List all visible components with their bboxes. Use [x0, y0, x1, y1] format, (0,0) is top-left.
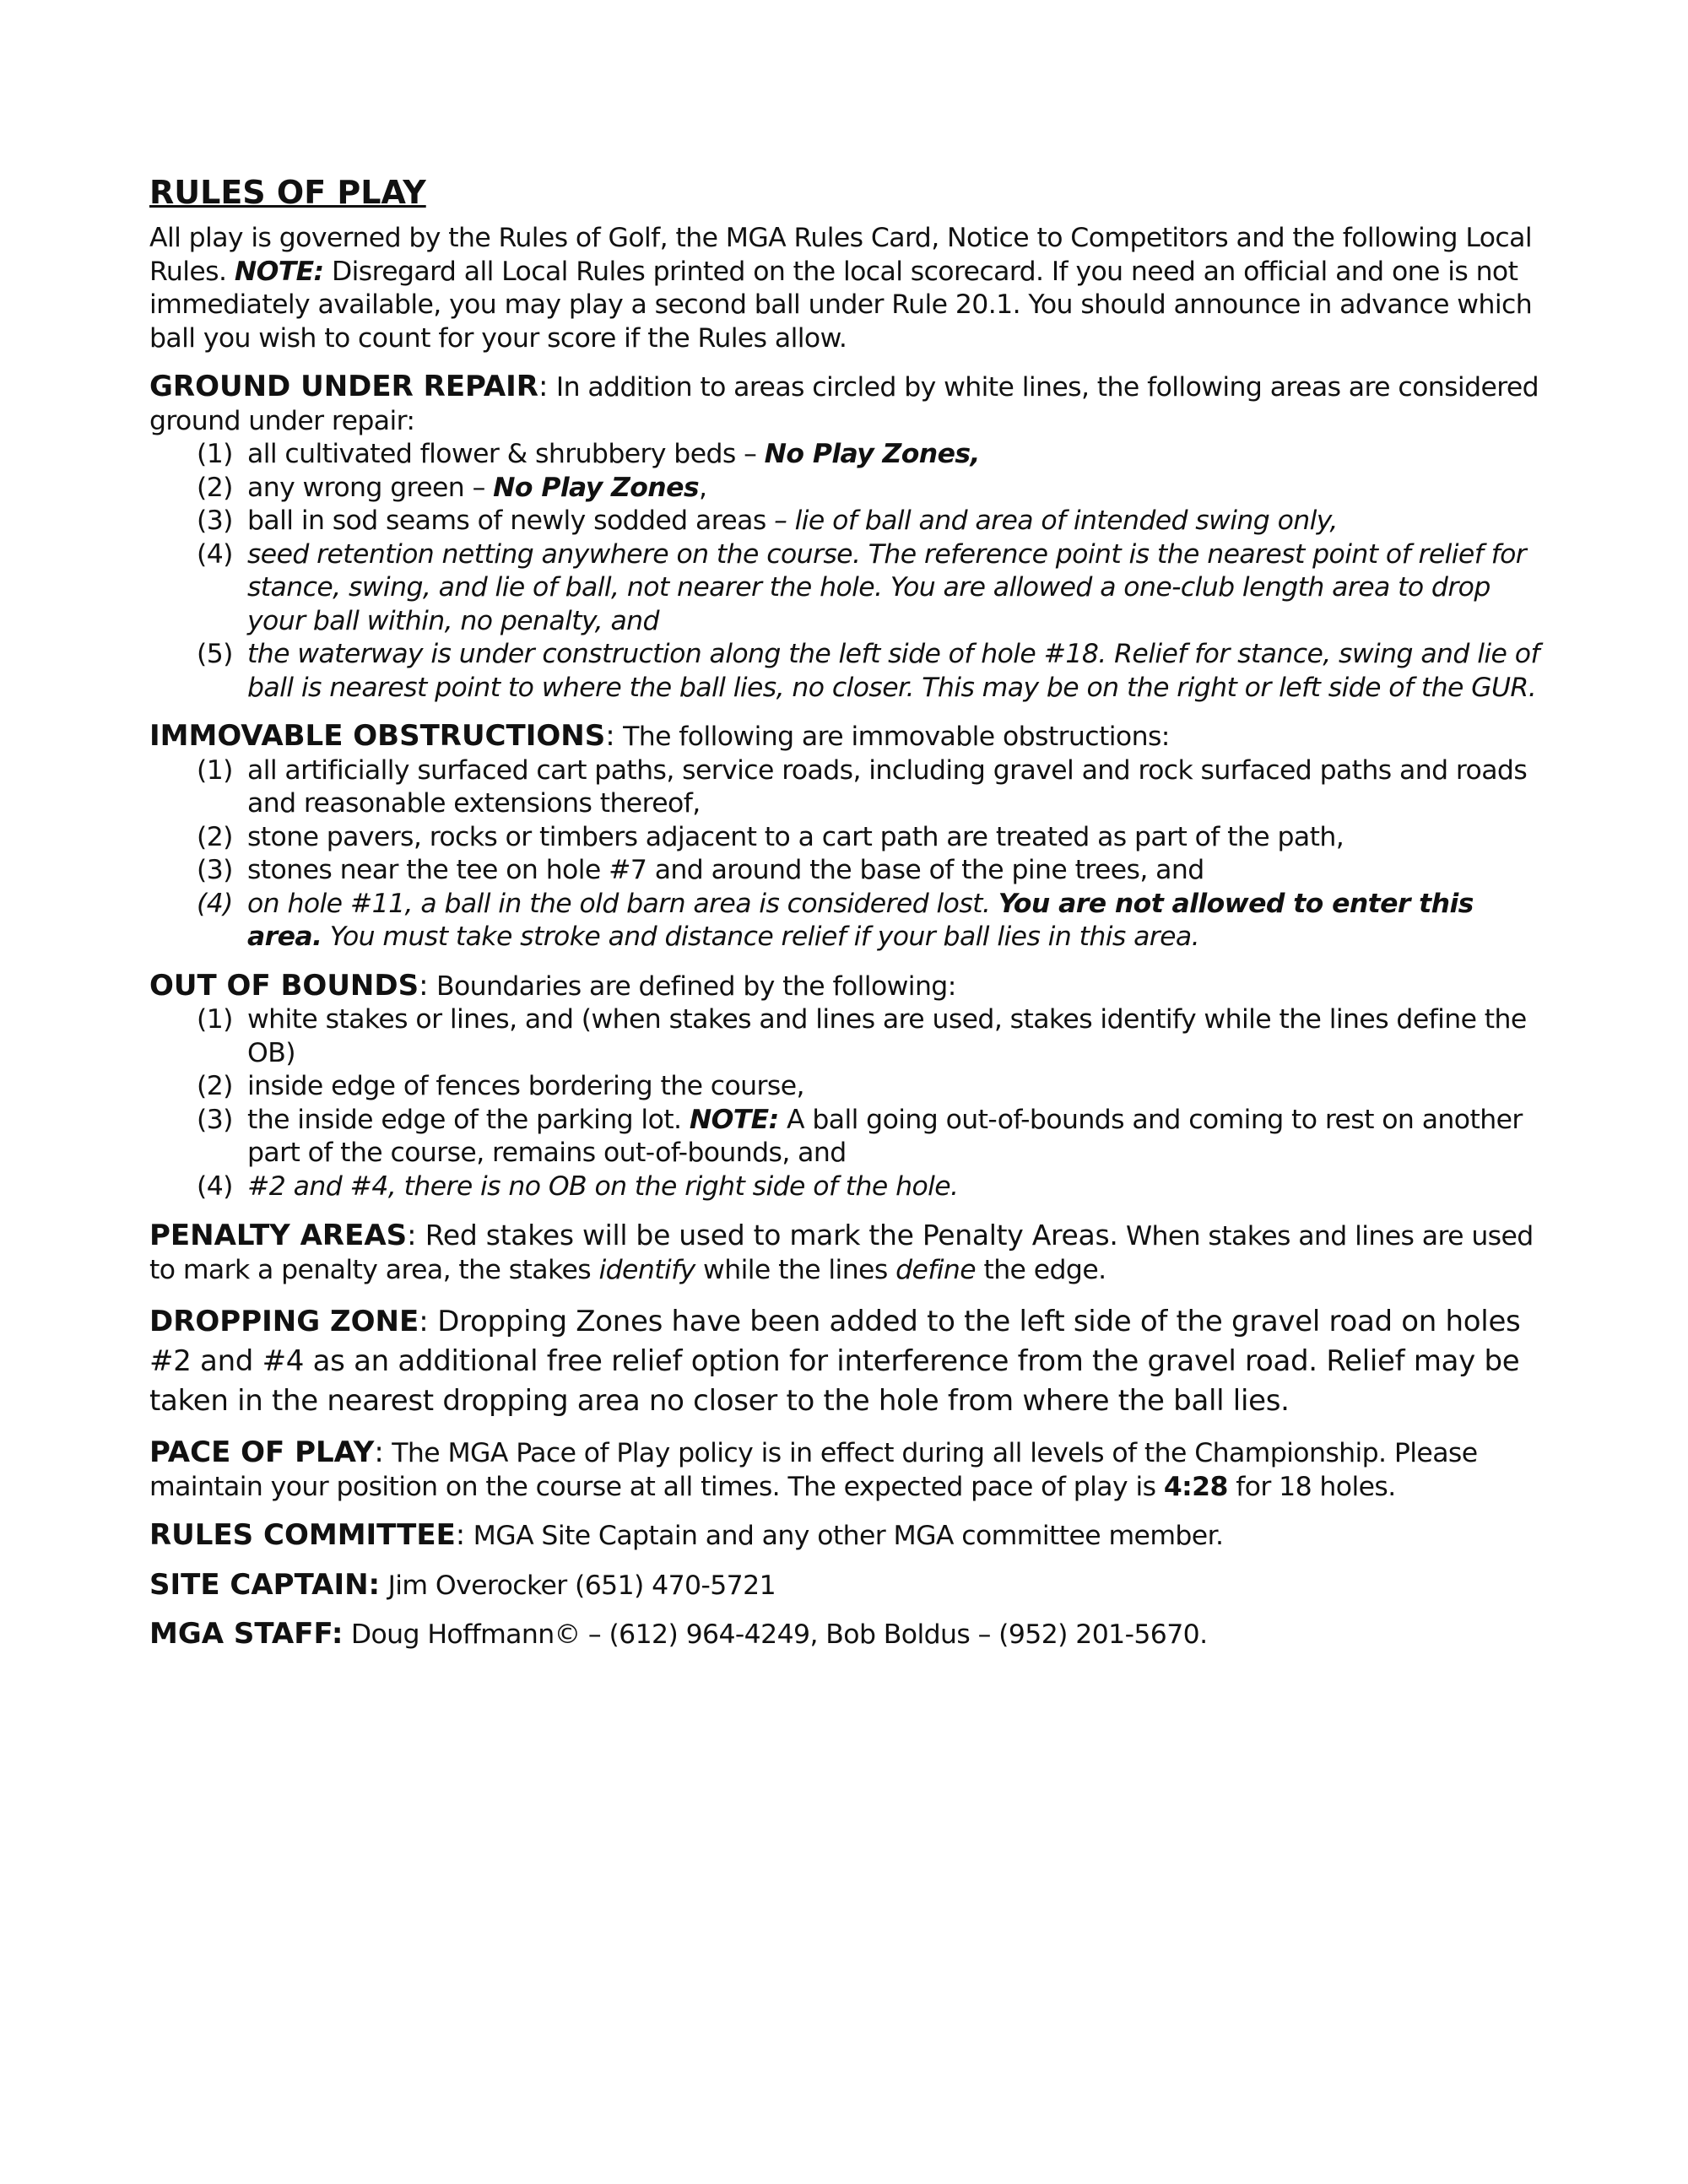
oob-heading: OUT OF BOUNDS	[149, 968, 419, 1003]
item-number: (1)	[197, 439, 233, 469]
intro-note-label: NOTE:	[234, 256, 324, 287]
item-text: white stakes or lines, and (when stakes and lines are used, stakes identify while the lines define the OB)	[247, 1004, 1527, 1068]
pace-text-2: for 18 holes.	[1227, 1471, 1396, 1502]
list-item	[149, 438, 1550, 472]
list-item	[149, 821, 1550, 855]
item-text: all artificially surfaced cart paths, service roads, including gravel and rock surfaced paths and roads and reasonable extensions thereof,	[247, 754, 1528, 819]
gur-heading: GROUND UNDER REPAIR	[149, 370, 538, 403]
intro-text: All play is governed by the Rules of Golf, the MGA Rules Card, Notice to Competitors and the following Local Rules.	[149, 223, 1532, 287]
item-number: (3)	[197, 855, 233, 885]
captain-text: Jim Overocker (651) 470-5721	[380, 1570, 776, 1601]
item-text: inside edge of fences bordering the course,	[247, 1071, 804, 1101]
rules-document	[149, 173, 1550, 1668]
item-number: (3)	[197, 505, 233, 536]
item-text: stone pavers, rocks or timbers adjacent to a cart path are treated as part of the path,	[247, 821, 1344, 852]
immovable-colon: :	[605, 719, 615, 753]
pace-section	[149, 1436, 1550, 1504]
item-number: (3)	[197, 1104, 233, 1135]
list-item	[149, 1070, 1550, 1104]
item-plain-text: any wrong green –	[247, 472, 494, 503]
list-item	[149, 1104, 1550, 1170]
item-number: (1)	[197, 754, 233, 786]
item-plain-text: the inside edge of the parking lot.	[247, 1104, 690, 1135]
item-emphasis: You are not allowed to enter this area.	[247, 888, 1474, 952]
penalty-text-3: the edge.	[976, 1254, 1106, 1285]
item-plain-text: A ball going out-of-bounds and coming to rest on another part of the course, remains out-of-bounds, and	[247, 1104, 1523, 1168]
intro-text-2: Disregard all Local Rules printed on the local scorecard. If you need an official and one is not immediately available, you may play a second ball under Rule 20.1. You should announce in advance which ball you wish to count for your score if the Rules allow.	[149, 256, 1533, 354]
list-item	[149, 854, 1550, 888]
item-italic-text: the waterway is under construction along the left side of hole #18. Relief for stance, swing and lie of ball is nearest point to where the ball lies, no closer. This may be on the right or left side of the GUR.	[247, 639, 1539, 703]
item-note-label: NOTE:	[689, 1104, 779, 1135]
pace-colon: :	[374, 1435, 384, 1469]
list-item	[149, 1003, 1550, 1070]
item-number: (4)	[197, 1170, 233, 1202]
gur-intro	[149, 370, 1550, 438]
item-emphasis: No Play Zones	[493, 472, 700, 503]
pace-time: 4:28	[1163, 1471, 1228, 1502]
item-italic-text: – lie of ball and area of intended swing only,	[774, 505, 1338, 536]
immovable-intro	[149, 720, 1550, 754]
oob-list	[149, 1003, 1550, 1203]
committee-section	[149, 1519, 1550, 1554]
item-text	[247, 888, 1550, 954]
pace-text: The MGA Pace of Play policy is in effect during all levels of the Championship. Please maintain your position on the course at all times. The expected pace of play is	[149, 1438, 1478, 1502]
item-text	[247, 438, 1550, 472]
committee-heading: RULES COMMITTEE	[149, 1518, 456, 1552]
penalty-text-2: while the lines	[695, 1254, 896, 1285]
item-italic-text: on hole #11, a ball in the old barn area is considered lost.	[247, 888, 998, 919]
gur-list	[149, 438, 1550, 705]
list-item	[149, 538, 1550, 639]
item-plain-text: ball in sod seams of newly sodded areas	[247, 505, 775, 536]
list-item	[149, 888, 1550, 954]
item-number: (4)	[197, 538, 233, 570]
penalty-identify: identify	[598, 1254, 695, 1285]
oob-colon: :	[419, 968, 429, 1003]
immovable-section	[149, 720, 1550, 954]
immovable-list	[149, 754, 1550, 954]
item-italic-text: You must take stroke and distance relief if your ball lies in this area.	[322, 922, 1200, 952]
item-tail: ,	[699, 472, 707, 503]
staff-heading: MGA STAFF:	[149, 1617, 344, 1651]
item-number: (2)	[197, 821, 233, 852]
oob-intro	[149, 970, 1550, 1004]
penalty-define: define	[895, 1254, 977, 1285]
penalty-heading: PENALTY AREAS	[149, 1219, 408, 1252]
dropping-section	[149, 1302, 1550, 1421]
penalty-section	[149, 1219, 1550, 1287]
list-item	[149, 638, 1550, 705]
item-number: (2)	[197, 472, 233, 503]
gur-section	[149, 370, 1550, 705]
oob-text: Boundaries are defined by the following:	[428, 970, 956, 1002]
committee-colon: :	[455, 1518, 466, 1552]
item-text: stones near the tee on hole #7 and around the base of the pine trees, and	[247, 855, 1204, 885]
penalty-text-large: Red stakes will be used to mark the Penalty Areas.	[416, 1219, 1118, 1251]
item-number: (1)	[197, 1004, 233, 1035]
captain-heading: SITE CAPTAIN:	[149, 1567, 381, 1602]
gur-colon: :	[538, 370, 549, 403]
item-number: (4)	[197, 888, 233, 919]
intro-paragraph	[149, 222, 1550, 355]
immovable-heading: IMMOVABLE OBSTRUCTIONS	[149, 719, 606, 753]
immovable-text: The following are immovable obstructions:	[614, 722, 1170, 752]
dropping-colon: :	[419, 1305, 429, 1338]
item-number: (2)	[197, 1071, 233, 1101]
item-emphasis: No Play Zones,	[764, 439, 980, 469]
item-italic-text: seed retention netting anywhere on the course. The reference point is the nearest point of relief for stance, swing, and lie of ball, not nearer the hole. You are allowed a one-club length area to drop your ball within, no penalty, and	[247, 538, 1527, 636]
item-text	[247, 1104, 1550, 1170]
item-plain-text: all cultivated flower & shrubbery beds –	[247, 439, 765, 469]
captain-section	[149, 1569, 1550, 1603]
committee-text: MGA Site Captain and any other MGA committee member.	[465, 1521, 1224, 1551]
list-item	[149, 754, 1550, 821]
item-text	[247, 472, 1550, 505]
staff-text: Doug Hoffmann© – (612) 964-4249, Bob Boldus – (952) 201-5670.	[343, 1619, 1208, 1650]
pace-heading: PACE OF PLAY	[149, 1435, 375, 1469]
list-item	[149, 1170, 1550, 1204]
list-item	[149, 505, 1550, 538]
page-title: RULES OF PLAY	[149, 174, 426, 211]
item-text	[247, 505, 1550, 538]
gur-text: In addition to areas circled by white lines, the following areas are considered ground under repair:	[149, 372, 1539, 436]
penalty-colon: :	[407, 1219, 417, 1252]
staff-section	[149, 1618, 1550, 1652]
item-number: (5)	[197, 639, 233, 669]
item-italic-text: #2 and #4, there is no OB on the right side of the hole.	[247, 1170, 959, 1202]
dropping-text: Dropping Zones have been added to the left side of the gravel road on holes #2 and #4 as an additional free relief option for interference from the gravel road. Relief may be taken in the nearest dropping area no closer to the hole from where the ball lies.	[149, 1305, 1521, 1418]
oob-section	[149, 970, 1550, 1204]
dropping-heading: DROPPING ZONE	[149, 1305, 419, 1338]
list-item	[149, 472, 1550, 505]
penalty-text: When stakes and lines are used to mark a penalty area, the stakes	[149, 1221, 1534, 1285]
